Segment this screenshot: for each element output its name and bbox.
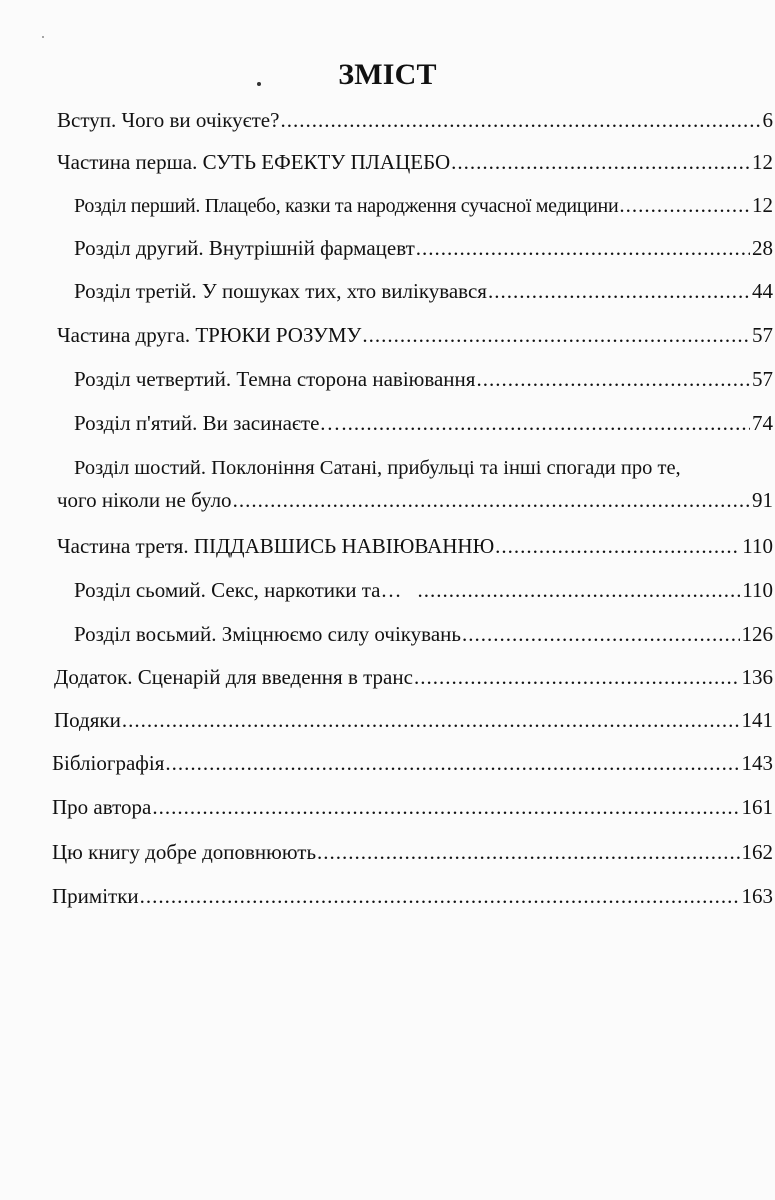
toc-entry-label: Частина друга. ТРЮКИ РОЗУМУ <box>57 323 362 347</box>
leader-dots <box>451 148 750 176</box>
leader-dots <box>619 191 750 219</box>
toc-entry-chapter-3 <box>74 277 773 305</box>
toc-entry-chapter-7 <box>74 576 773 604</box>
toc-entry-label: Розділ сьомий. Секс, наркотики та… <box>74 578 402 602</box>
toc-entry-label-line-1: Розділ шостий. Поклоніння Сатані, прибульці та інші спогади про те, <box>74 457 681 479</box>
toc-entry-chapter-6-line-2 <box>57 486 773 514</box>
toc-entry-chapter-4 <box>74 365 773 393</box>
toc-entry-page: 57 <box>752 323 773 347</box>
toc-entry-bibliography <box>52 749 773 777</box>
toc-entry-label: Подяки <box>54 708 121 732</box>
ink-speck <box>42 36 44 38</box>
leader-dots <box>476 365 750 393</box>
leader-dots <box>140 882 740 910</box>
toc-entry-page: 136 <box>741 665 773 689</box>
leader-dots <box>233 486 750 514</box>
toc-entry-page: 6 <box>762 108 773 132</box>
leader-dots <box>417 576 740 604</box>
toc-entry-label: Бібліографія <box>52 751 165 775</box>
toc-entry-page: 141 <box>741 708 773 732</box>
leader-dots <box>280 106 760 134</box>
toc-entry-label: Цю книгу добре доповнюють <box>52 840 317 864</box>
toc-entry-label: Частина третя. ПІДДАВШИСЬ НАВІЮВАННЮ <box>57 534 495 558</box>
toc-entry-page: 28 <box>752 236 773 260</box>
toc-entry-page: 110 <box>742 578 773 602</box>
toc-entry-intro <box>57 106 773 134</box>
leader-dots <box>462 620 740 648</box>
toc-entry-label: Розділ четвертий. Темна сторона навіювання <box>74 367 476 391</box>
toc-entry-page: 74 <box>752 411 773 435</box>
toc-entry-page: 126 <box>741 622 773 646</box>
toc-entry-label: Додаток. Сценарій для введення в транс <box>54 665 413 689</box>
toc-entry-label: Розділ третій. У пошуках тих, хто вилікувався <box>74 279 487 303</box>
toc-entry-part-3 <box>57 532 773 560</box>
leader-dots <box>165 749 739 777</box>
leader-dots <box>152 793 739 821</box>
toc-entry-chapter-2 <box>74 234 773 262</box>
toc-entry-notes <box>52 882 773 910</box>
leader-dots <box>317 838 739 866</box>
toc-entry-part-1 <box>57 148 773 176</box>
toc-entry-page: 163 <box>741 884 773 908</box>
toc-entry-page: 110 <box>742 534 773 558</box>
toc-entry-chapter-1 <box>74 191 773 220</box>
toc-entry-about-author <box>52 793 773 821</box>
toc-entry-label: Примітки <box>52 884 139 908</box>
leader-dots <box>416 234 750 262</box>
toc-entry-label: чого ніколи не було <box>57 488 232 512</box>
toc-entry-page: 91 <box>752 488 773 512</box>
toc-entry-part-2 <box>57 321 773 349</box>
toc-entry-recommended <box>52 838 773 866</box>
leader-dots <box>414 663 740 691</box>
leader-dots <box>488 277 750 305</box>
toc-entry-page: 12 <box>752 150 773 174</box>
toc-entry-label: Розділ п'ятий. Ви засинаєте… <box>74 411 341 435</box>
toc-entry-page: 12 <box>752 193 773 217</box>
leader-dots <box>341 409 750 437</box>
toc-entry-appendix <box>54 663 773 691</box>
toc-entry-page: 143 <box>741 751 773 775</box>
page-title: ЗМІСТ <box>338 58 437 91</box>
toc-entry-chapter-5 <box>74 409 773 437</box>
leader-dots <box>362 321 750 349</box>
toc-entry-label: Частина перша. СУТЬ ЕФЕКТУ ПЛАЦЕБО <box>57 150 451 174</box>
toc-entry-page: 57 <box>752 367 773 391</box>
toc-entry-page: 44 <box>752 279 773 303</box>
toc-entry-label: Розділ другий. Внутрішній фармацевт <box>74 236 415 260</box>
leader-dots <box>495 532 740 560</box>
toc-entry-label: Розділ восьмий. Зміцнюємо силу очікувань <box>74 622 461 646</box>
toc-entry-label: Про автора <box>52 795 152 819</box>
toc-entry-label: Розділ перший. Плацебо, казки та народження сучасної медицини <box>74 195 619 217</box>
leader-dots <box>122 706 740 734</box>
toc-entry-chapter-8 <box>74 620 773 648</box>
toc-entry-page: 161 <box>741 795 773 819</box>
toc-entry-acknowledgements <box>54 706 773 734</box>
toc-entry-page: 162 <box>741 840 773 864</box>
toc-entry-label: Вступ. Чого ви очікуєте? <box>57 108 280 132</box>
